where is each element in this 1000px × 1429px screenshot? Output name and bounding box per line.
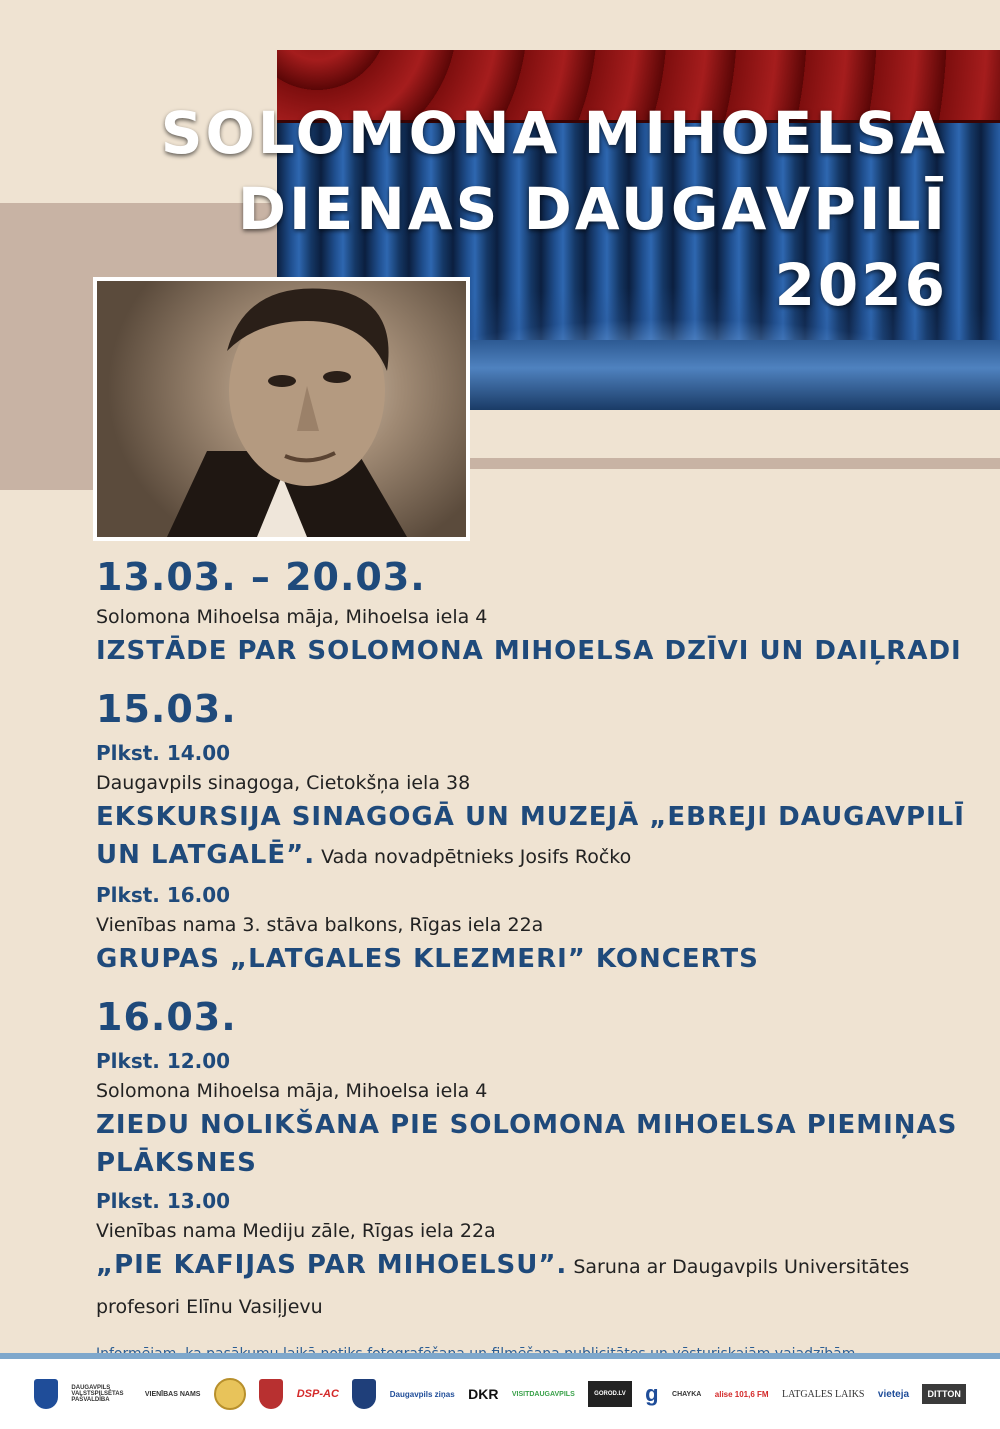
- logo-ditton: DITTON: [922, 1384, 965, 1404]
- event-time: Plkst. 14.00: [96, 741, 231, 765]
- logo-g: g: [645, 1381, 659, 1406]
- event-title: ZIEDU NOLIKŠANA PIE SOLOMONA MIHOELSA PIEMIŅAS PLĀKSNES: [96, 1110, 958, 1178]
- event-location: Vienības nama 3. stāva balkons, Rīgas iela 22a: [96, 914, 544, 936]
- event-title: [96, 1246, 966, 1326]
- event-title: [96, 798, 966, 876]
- event-location: Vienības nama Mediju zāle, Rīgas iela 22a: [96, 1220, 496, 1242]
- event-subtitle: Saruna ar Daugavpils Universitātes profesori Elīnu Vasiļjevu: [96, 1256, 910, 1318]
- logo-alise-fm: alise 101,6 FM: [714, 1389, 769, 1399]
- event-schedule: [96, 552, 966, 1364]
- event-title-text: EKSKURSIJA SINAGOGĀ UN MUZEJĀ „EBREJI DAUGAVPILĪ UN LATGALĒ”.: [96, 802, 965, 870]
- event-subtitle: Vada novadpētnieks Josifs Ročko: [315, 846, 632, 868]
- logo-dsp-ac: DSP-AC: [296, 1388, 339, 1400]
- date-heading: 16.03.: [96, 995, 237, 1039]
- portrait-figure: [97, 281, 466, 537]
- event-title-text: „PIE KAFIJAS PAR MIHOELSU”.: [96, 1250, 568, 1280]
- event-time: Plkst. 12.00: [96, 1049, 231, 1073]
- event-title: IZSTĀDE PAR SOLOMONA MIHOELSA DZĪVI UN DAIĻRADI: [96, 636, 962, 666]
- event-location: Daugavpils sinagoga, Cietokšņa iela 38: [96, 772, 471, 794]
- event-title: GRUPAS „LATGALES KLEZMERI” KONCERTS: [96, 944, 759, 974]
- shield-icon: [352, 1379, 376, 1409]
- logo-dkr: DKR: [468, 1386, 499, 1402]
- event-location: Solomona Mihoelsa māja, Mihoelsa iela 4: [96, 1080, 488, 1102]
- seal-icon: [214, 1378, 246, 1410]
- event-time: Plkst. 13.00: [96, 1189, 231, 1213]
- logo-gorod: GOROD.LV: [588, 1381, 632, 1407]
- portrait-photo: [93, 277, 470, 541]
- logo-vienibas-nams: VIENĪBAS NAMS: [144, 1390, 201, 1398]
- decorative-stripe-right: [470, 458, 1000, 469]
- title-line-3: 2026: [774, 251, 948, 319]
- logo-latgales-laiks: LATGALES LAIKS: [782, 1388, 865, 1400]
- logo-municipality: DAUGAVPILS VALSTSPILSĒTAS PAŠVALDĪBA: [71, 1385, 124, 1403]
- event-time: Plkst. 16.00: [96, 883, 231, 907]
- logo-vieteja: vieteja: [877, 1388, 910, 1400]
- sponsor-logos: [0, 1359, 1000, 1429]
- title-line-1: SOLOMONA MIHOELSA: [160, 99, 948, 167]
- date-heading: 13.03. – 20.03.: [96, 555, 426, 599]
- logo-daugavpils-zinas: Daugavpils ziņas: [389, 1389, 455, 1399]
- city-crest-icon: [34, 1379, 58, 1409]
- event-location: Solomona Mihoelsa māja, Mihoelsa iela 4: [96, 606, 488, 628]
- title-line-2: DIENAS DAUGAVPILĪ: [237, 175, 948, 243]
- logo-visitdaugavpils: VISITDAUGAVPILS: [511, 1390, 575, 1398]
- crest-icon: [259, 1379, 283, 1409]
- date-heading: 15.03.: [96, 687, 237, 731]
- logo-chayka: CHAYKA: [672, 1390, 702, 1398]
